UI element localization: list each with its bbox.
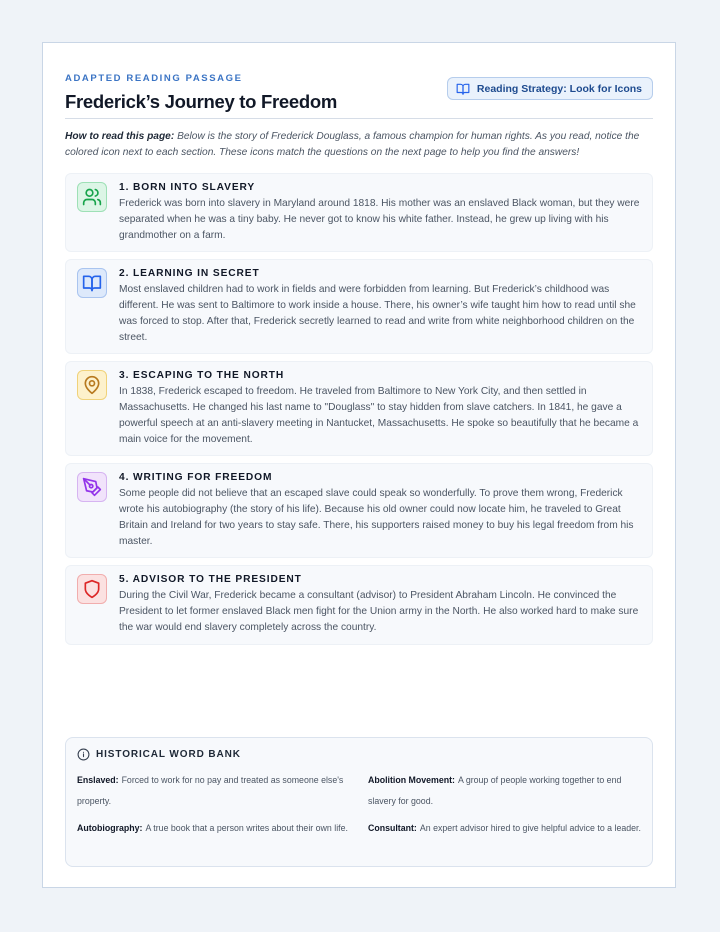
intro-lead: How to read this page: — [65, 131, 175, 142]
section-text: Most enslaved children had to work in fields and were forbidden from learning. But Frederick’s childhood was different. He was sent to Baltimore to work inside a house. There, his owner’s wife taught him how to read until she was forced to stop. After that, Frederick secretly learned to read and write from white neighborhood children on the street. — [119, 284, 636, 343]
section-text: Some people did not believe that an escaped slave could speak so wonderfully. To prove them wrong, Frederick wrote his autobiography (the story of his life). Because his old owner could now locate him, he traveled to Great Britain and Ireland for two years to stay safe. There, his supporters raised money to buy his legal freedom from his master. — [119, 488, 634, 547]
term-definition: A group of people working together to end slavery for good. — [368, 775, 622, 806]
section-advisor-to-the-president — [65, 565, 653, 645]
section-title: 1. BORN INTO SLAVERY — [119, 182, 256, 193]
section-body — [119, 181, 640, 244]
section-icon-box — [77, 370, 107, 400]
page-eyebrow: ADAPTED READING PASSAGE — [65, 73, 243, 84]
reading-strategy-label: Reading Strategy: Look for Icons — [476, 82, 642, 95]
term-definition: Forced to work for no pay and treated as someone else's property. — [77, 775, 344, 806]
section-icon-box — [77, 472, 107, 502]
word-bank — [65, 737, 653, 867]
word-bank-term — [368, 770, 644, 812]
header-divider — [65, 118, 653, 119]
people-icon — [82, 187, 102, 207]
section-icon-box — [77, 182, 107, 212]
section-icon-box — [77, 574, 107, 604]
section-icon-box — [77, 268, 107, 298]
section-title: 2. LEARNING IN SECRET — [119, 268, 260, 279]
word-bank-term — [77, 818, 353, 839]
section-title: 3. ESCAPING TO THE NORTH — [119, 370, 285, 381]
section-writing-for-freedom — [65, 463, 653, 558]
intro-paragraph — [65, 129, 649, 161]
section-body — [119, 267, 640, 346]
book-icon — [82, 273, 102, 293]
section-escaping-to-the-north — [65, 361, 653, 456]
open-book-icon — [456, 82, 470, 96]
word-bank-term — [368, 818, 644, 839]
section-text: Frederick was born into slavery in Maryland around 1818. His mother was an enslaved Black woman, but they were separated when he was a tiny baby. He never got to know his white father. Instead, he grew up living with his grandmother on a farm. — [119, 198, 640, 241]
reading-strategy-badge — [447, 77, 653, 100]
pen-nib-icon — [82, 477, 102, 497]
intro-text: Below is the story of Frederick Douglass, a famous champion for human rights. As you read, notice the colored icon next to each section. These icons match the questions on the next page to help you find the answers! — [65, 131, 640, 158]
page-header — [65, 73, 653, 113]
term-label: Abolition Movement: — [368, 775, 455, 785]
section-body — [119, 369, 640, 448]
word-bank-title: HISTORICAL WORD BANK — [96, 749, 241, 760]
word-bank-term — [77, 770, 353, 812]
section-text: During the Civil War, Frederick became a consultant (advisor) to President Abraham Lincoln. He convinced the President to let former enslaved Black men fight for the Union army in the North. He also worked hard to make sure the war would end slavery completely across the country. — [119, 590, 639, 633]
section-born-into-slavery — [65, 173, 653, 252]
info-circle-icon — [77, 748, 90, 761]
section-text: In 1838, Frederick escaped to freedom. He traveled from Baltimore to New York City, and then settled in Massachusetts. He changed his last name to "Douglass" to stay hidden from slave catchers. In 1841, he gave a powerful speech at an anti-slavery meeting in Nantucket, Massachusetts. He spoke so beautifully that he became a main voice for the movement. — [119, 386, 639, 445]
section-body — [119, 471, 640, 550]
term-label: Autobiography: — [77, 823, 143, 833]
shield-icon — [82, 579, 102, 599]
section-title: 4. WRITING FOR FREEDOM — [119, 472, 273, 483]
word-bank-header — [77, 748, 241, 761]
section-body — [119, 573, 640, 636]
map-pin-icon — [82, 375, 102, 395]
term-label: Consultant: — [368, 823, 417, 833]
term-definition: An expert advisor hired to give helpful advice to a leader. — [419, 823, 641, 833]
reading-page — [42, 42, 676, 888]
section-learning-in-secret — [65, 259, 653, 354]
section-title: 5. ADVISOR TO THE PRESIDENT — [119, 574, 302, 585]
term-definition: A true book that a person writes about their own life. — [145, 823, 348, 833]
page-title: Frederick’s Journey to Freedom — [65, 91, 338, 112]
term-label: Enslaved: — [77, 775, 119, 785]
